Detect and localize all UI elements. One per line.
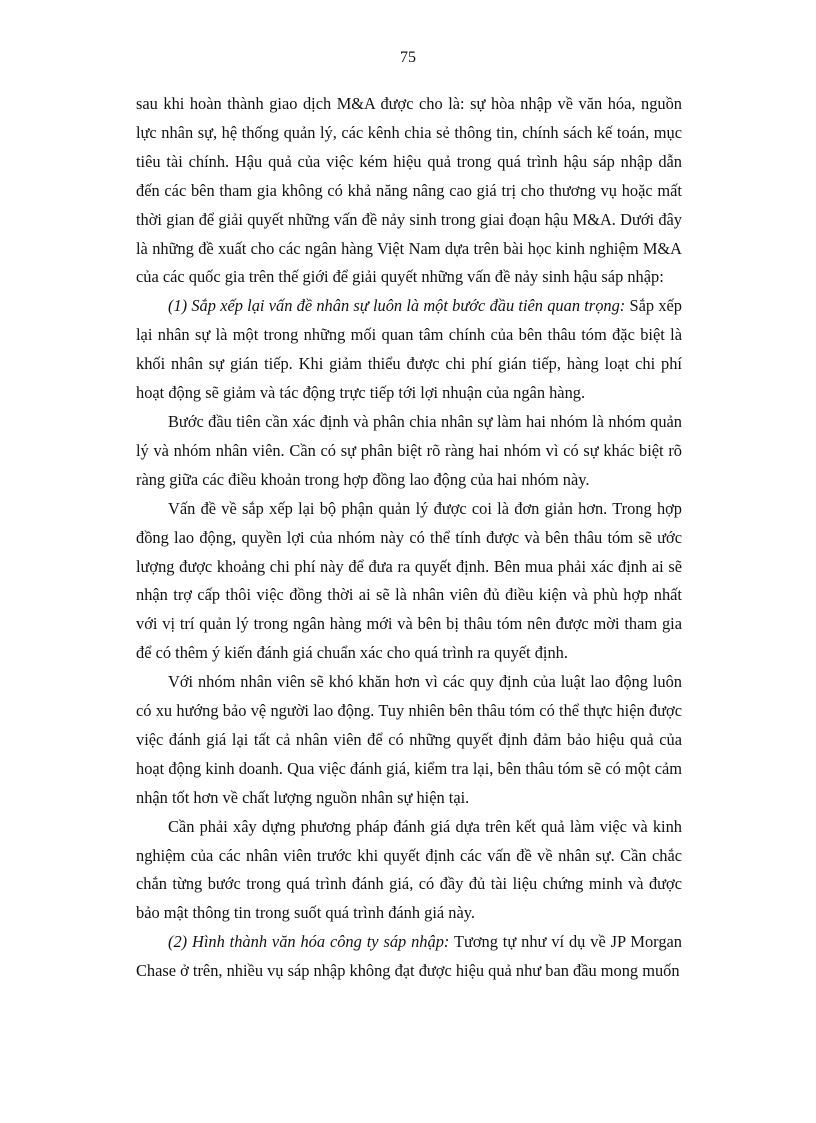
paragraph-staff: Với nhóm nhân viên sẽ khó khăn hơn vì các quy định của luật lao động luôn có xu hướng bảo vệ người lao động. Tuy nhiên bên thâu tóm có thể thực hiện được việc đánh giá lại tất cả nhân viên để có những quyết định đảm bảo hiệu quả của hoạt động kinh doanh. Qua việc đánh giá, kiểm tra lại, bên thâu tóm sẽ có một cảm nhận tốt hơn về chất lượng nguồn nhân sự hiện tại.: [136, 672, 682, 807]
section-1-text: Sắp xếp lại nhân sự là một trong những mối quan tâm chính của bên thâu tóm đặc biệt là khối nhân sự gián tiếp. Khi giảm thiểu được chi phí gián tiếp, hàng loạt chi phí hoạt động sẽ giảm và tác động trực tiếp tới lợi nhuận của ngân hàng.: [136, 296, 682, 403]
paragraph-management: Vấn đề về sắp xếp lại bộ phận quản lý được coi là đơn giản hơn. Trong hợp đồng lao động, quyền lợi của nhóm này có thể tính được và bên thâu tóm sẽ ước lượng được khoảng chi phí này để đưa ra quyết định. Bên mua phải xác định ai sẽ nhận trợ cấp thôi việc đồng thời ai sẽ là nhân viên đủ điều kiện và phù hợp nhất với vị trí quản lý trong ngân hàng mới và bên bị thâu tóm nên được mời tham gia để có thêm ý kiến đánh giá chuẩn xác cho quá trình ra quyết định.: [136, 498, 682, 663]
paragraph-section-2: [136, 928, 682, 986]
paragraph-section-1: [136, 292, 682, 408]
body-text: [136, 90, 682, 986]
section-2-heading: (2) Hình thành văn hóa công ty sáp nhập:: [168, 932, 450, 952]
page-number: 75: [400, 49, 416, 66]
section-1-heading: (1) Sắp xếp lại vấn đề nhân sự luôn là một bước đầu tiên quan trọng:: [168, 296, 626, 316]
paragraph-evaluation: Cần phải xây dựng phương pháp đánh giá dựa trên kết quả làm việc và kinh nghiệm của các nhân viên trước khi quyết định các vấn đề về nhân sự. Cần chắc chắn từng bước trong quá trình đánh giá, có đầy đủ tài liệu chứng minh và được bảo mật thông tin trong suốt quá trình đánh giá này.: [136, 816, 682, 923]
paragraph-intro: sau khi hoàn thành giao dịch M&A được cho là: sự hòa nhập về văn hóa, nguồn lực nhân sự, hệ thống quản lý, các kênh chia sẻ thông tin, chính sách kế toán, mục tiêu tài chính. Hậu quả của việc kém hiệu quả trong quá trình hậu sáp nhập dẫn đến các bên tham gia không có khả năng nâng cao giá trị cho thương vụ hoặc mất thời gian để giải quyết những vấn đề nảy sinh trong giai đoạn hậu M&A. Dưới đây là những đề xuất cho các ngân hàng Việt Nam dựa trên bài học kinh nghiệm M&A của các quốc gia trên thế giới để giải quyết những vấn đề nảy sinh hậu sáp nhập:: [136, 94, 682, 287]
paragraph-classification: Bước đầu tiên cần xác định và phân chia nhân sự làm hai nhóm là nhóm quản lý và nhóm nhân viên. Cần có sự phân biệt rõ ràng hai nhóm vì có sự khác biệt rõ ràng giữa các điều khoản trong hợp đồng lao động của hai nhóm này.: [136, 411, 682, 489]
section-2-text: Tương tự như ví dụ về JP Morgan Chase ở trên, nhiều vụ sáp nhập không đạt được hiệu quả như ban đầu mong muốn: [136, 932, 682, 981]
